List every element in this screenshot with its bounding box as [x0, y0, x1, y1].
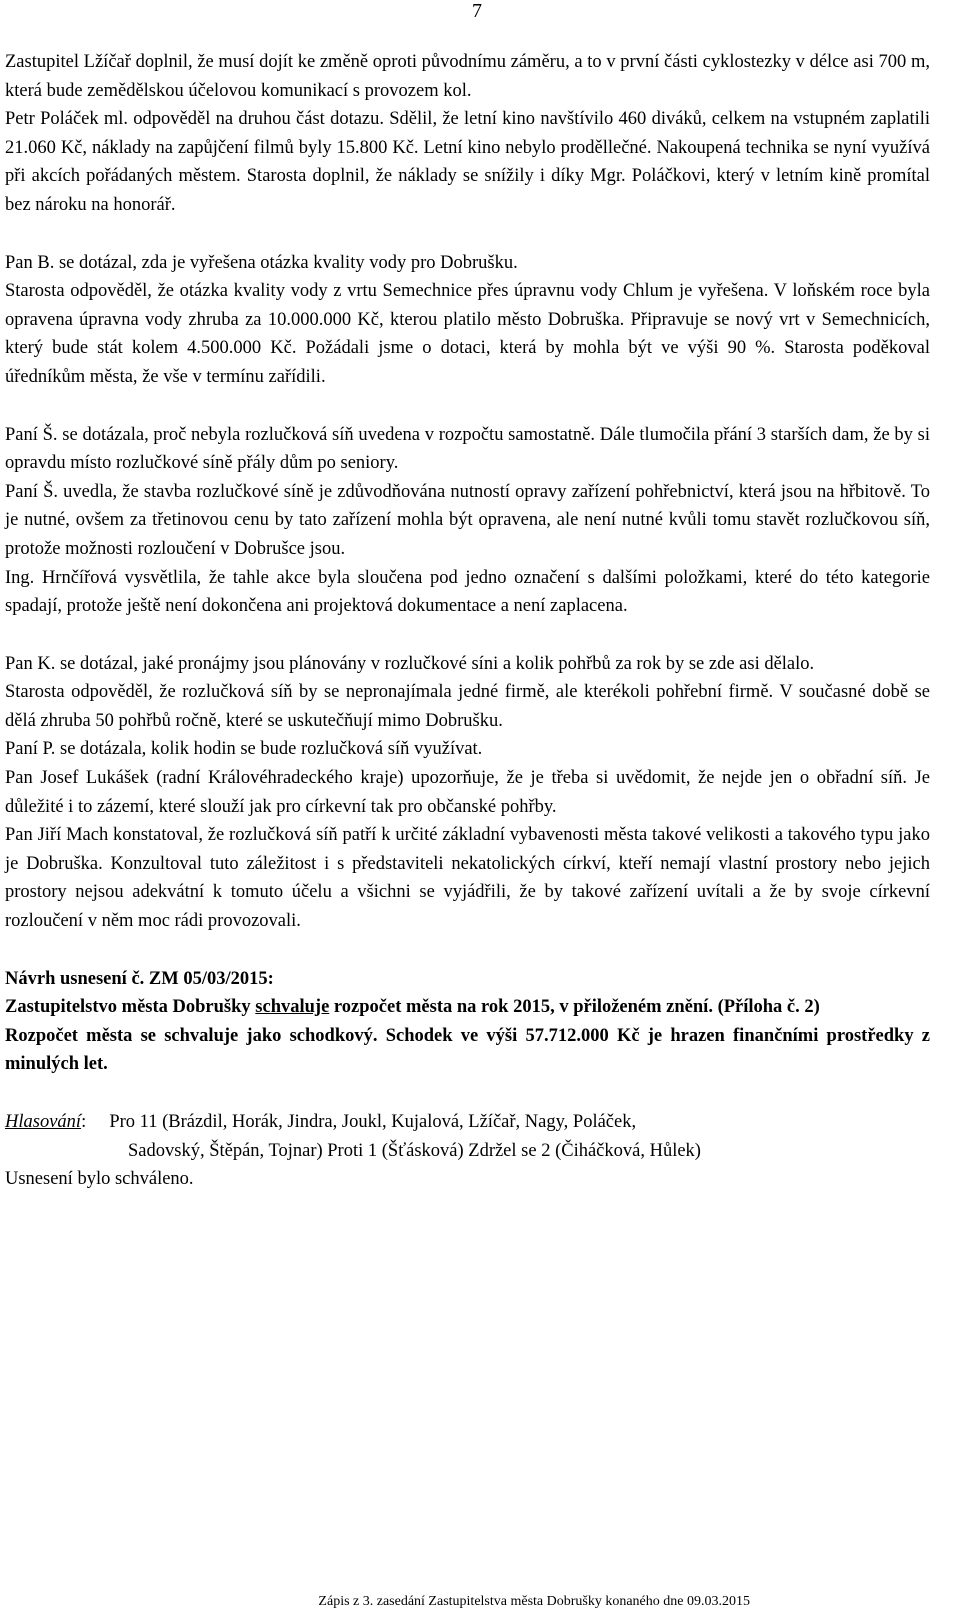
resolution-text-part: Zastupitelstvo města Dobrušky [5, 997, 256, 1018]
paragraph: Starosta odpověděl, že rozlučková síň by se nepronajímala jedné firmě, ale kterékoli pohřební firmě. V současné době se dělá zhruba 50 pohřbů ročně, které se uskutečňují mimo Dobrušku. [5, 682, 930, 731]
section-cycle-path-cinema [5, 48, 930, 220]
voting-for: Pro 11 (Brázdil, Horák, Jindra, Joukl, Kujalová, Lžíčař, Nagy, Poláček, [109, 1112, 637, 1132]
section-water-quality [5, 249, 930, 392]
page-number: 7 [472, 0, 482, 22]
section-farewell-hall-usage [5, 650, 930, 936]
resolution-verb: schvaluje [255, 997, 330, 1018]
paragraph: Pan Josef Lukášek (radní Královéhradeckého kraje) upozorňuje, že je třeba si uvědomit, že nejde jen o obřadní síň. Je důležité i to zázemí, které slouží jak pro církevní tak pro občanské pohřby. [5, 768, 930, 817]
paragraph: Paní P. se dotázala, kolik hodin se bude rozlučková síň využívat. [5, 739, 483, 760]
resolution-heading: Návrh usnesení č. ZM 05/03/2015: [5, 968, 274, 989]
paragraph: Zastupitel Lžíčař doplnil, že musí dojít ke změně oproti původnímu záměru, a to v první části cyklostezky v délce asi 700 m, která bude zemědělskou účelovou komunikací s provozem kol. [5, 52, 930, 101]
paragraph: Paní Š. uvedla, že stavba rozlučkové síně je zdůvodňována nutností opravy zařízení pohřebnictví, která jsou na hřbitově. To je nutné, ovšem za třetinovou cenu by tato zařízení mohla být opravena, ale není nutné kvůli tomu stavět rozlučkovou síň, protože možnosti rozloučení v Dobrušce jsou. [5, 481, 930, 559]
paragraph: Ing. Hrnčířová vysvětlila, že tahle akce byla sloučena pod jedno označení s dalšími položkami, které do této kategorie spadají, protože ještě není dokončena ani projektová dokumentace a není zaplacena. [5, 567, 930, 617]
paragraph: Pan B. se dotázal, zda je vyřešena otázka kvality vody pro Dobrušku. [5, 252, 518, 273]
section-farewell-hall [5, 421, 930, 621]
resolution-text [5, 993, 930, 1022]
paragraph: Starosta odpověděl, že otázka kvality vody z vrtu Semechnice přes úpravnu vody Chlum je vyřešena. V loňském roce byla opravena úpravna vody zhruba za 10.000.000 Kč, kterou platilo město Dobruška. Připravuje se nový vrt v Semechnicích, který bude stát kolem 4.500.000 Kč. Požádali jsme o dotaci, která by mohla být ve výši 90 %. Starosta poděkoval úředníkům města, že vše v termínu zařídili. [5, 281, 930, 387]
resolution-text-part: rozpočet města na rok 2015, v přiloženém znění. (Příloha č. 2) [329, 997, 820, 1018]
voting-colon: : [81, 1112, 87, 1132]
paragraph: Petr Poláček ml. odpověděl na druhou část dotazu. Sdělil, že letní kino navštívilo 460 diváků, celkem na vstupném zaplatili 21.060 Kč, náklady na zapůjčení filmů byly 15.800 Kč. Letní kino nebylo proděllečné. Nakoupená technika se nyní využívá při akcích pořádaných městem. Starosta doplnil, že náklady se snížily i díky Mgr. Poláčkovi, který v letním kině promítal bez nároku na honorář. [5, 109, 930, 215]
paragraph: Pan K. se dotázal, jaké pronájmy jsou plánovány v rozlučkové síni a kolik pohřbů za rok by se zde asi dělalo. [5, 653, 815, 674]
voting-block [5, 1108, 930, 1194]
voting-names: Sadovský, Štěpán, Tojnar) Proti 1 (Šťásková) Zdržel se 2 (Čiháčková, Hůlek) [128, 1140, 701, 1161]
voting-result: Usnesení bylo schváleno. [5, 1169, 194, 1190]
resolution-block [5, 965, 930, 1079]
document-body [5, 48, 930, 1194]
voting-line [5, 1108, 930, 1137]
paragraph: Paní Š. se dotázala, proč nebyla rozlučková síň uvedena v rozpočtu samostatně. Dále tlumočila přání 3 starších dam, že by si opravdu místo rozlučkové síně přály dům po seniory. [5, 424, 930, 474]
paragraph: Pan Jiří Mach konstatoval, že rozlučková síň patří k určité základní vybavenosti města takové velikosti a takového typu jako je Dobruška. Konzultoval tuto záležitost i s představiteli nekatolických církví, kteří nemají vlastní prostory nebo jejich prostory nejsou adekvátní k tomuto účelu a všichni se vyjádřili, že by takové zařízení uvítali a že by svoje církevní rozloučení v něm moc rádi provozovali. [5, 825, 930, 932]
resolution-budget: Rozpočet města se schvaluje jako schodkový. Schodek ve výši 57.712.000 Kč je hrazen finančními prostředky z minulých let. [5, 1025, 930, 1075]
voting-label: Hlasování [5, 1112, 82, 1132]
page-footer: Zápis z 3. zasedání Zastupitelstva města Dobrušky konaného dne 09.03.2015 [318, 1594, 750, 1609]
